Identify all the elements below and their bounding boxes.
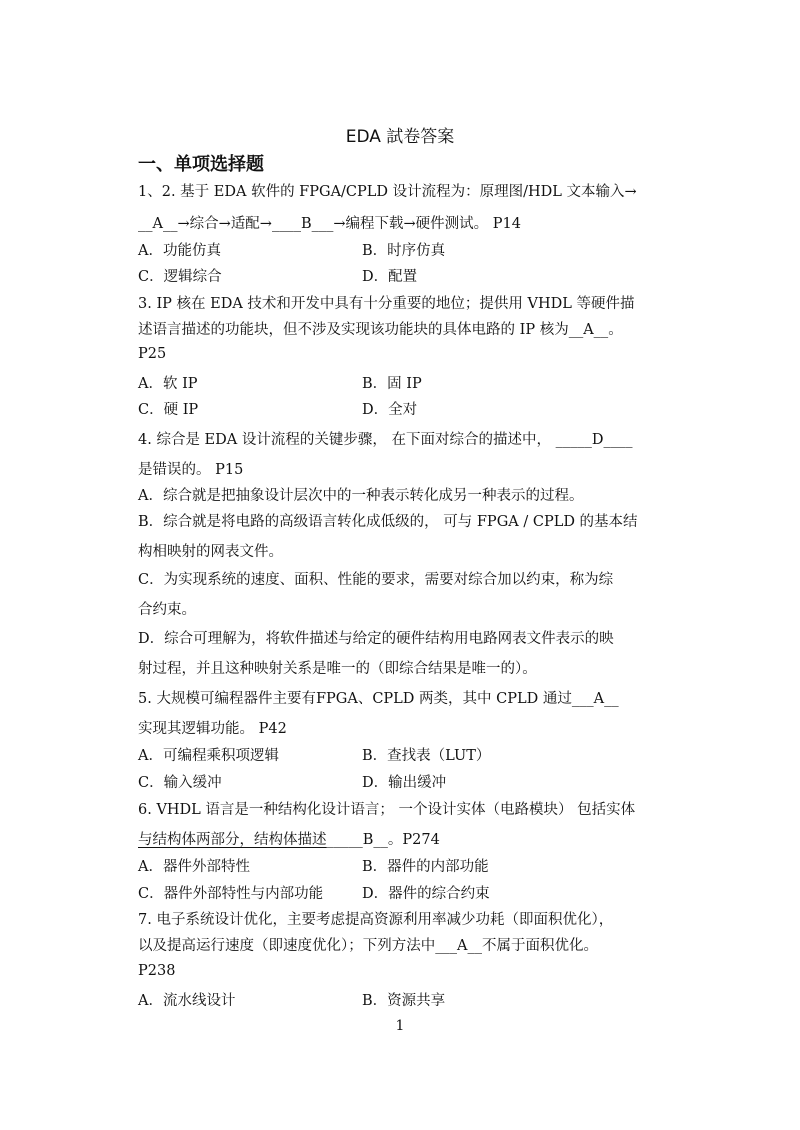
option-b: B．器件的内部功能 — [362, 859, 489, 875]
question-5-line-2: 实现其逻辑功能。 P42 — [138, 721, 287, 737]
question-4-line-1 — [138, 428, 632, 449]
answer-blank: __A__ — [568, 322, 609, 338]
option-c: C．输入缓冲 — [138, 775, 222, 791]
option-d: D．输出缓冲 — [362, 775, 447, 791]
option-d: D．配置 — [362, 269, 418, 285]
option-a: A．可编程乘积项逻辑 — [138, 748, 279, 764]
option-d: D．全对 — [362, 402, 418, 418]
question-6-line-2 — [138, 828, 440, 849]
text: 不属于面积优化。 — [481, 938, 598, 954]
text: 。P274 — [387, 832, 440, 848]
answer-blank: ___A__ — [435, 938, 482, 954]
option-c: C．硬 IP — [138, 402, 199, 418]
question-5-line-1 — [138, 687, 619, 708]
option-b-line-1: B．综合就是将电路的高级语言转化成低级的， 可与 FPGA / CPLD 的基本结 — [138, 514, 638, 530]
text: 与结构体两部分，结构体描述 — [138, 832, 327, 848]
answer-blank: _____B__ — [326, 832, 388, 848]
page-number: 1 — [395, 1018, 405, 1034]
option-b: B．查找表（LUT） — [362, 748, 491, 764]
text: 5. 大规模可编程器件主要有FPGA、CPLD 两类，其中 CPLD 通过 — [138, 691, 572, 707]
question-4-line-2: 是错误的。 P15 — [138, 462, 244, 478]
text: 。 — [608, 322, 623, 338]
question-1-line-2 — [138, 212, 521, 233]
question-1-line-1: 1、2. 基于 EDA 软件的 FPGA/CPLD 设计流程为：原理图/HDL 文本输入→ — [138, 184, 637, 200]
option-a: A．软 IP — [138, 376, 198, 392]
question-3-page-ref: P25 — [138, 346, 167, 362]
option-d: D．器件的综合约束 — [362, 886, 490, 902]
text: 述语言描述的功能块，但不涉及实现该功能块的具体电路的 IP 核为 — [138, 322, 569, 338]
option-a: A．功能仿真 — [138, 243, 221, 259]
answer-blank: ____B___ — [271, 216, 334, 232]
question-7-line-2 — [138, 934, 598, 955]
section-heading: 一、单项选择题 — [138, 154, 264, 175]
text: →综合→适配→ — [177, 216, 272, 232]
option-d-line-2: 射过程，并且这种映射关系是唯一的（即综合结果是唯一的）。 — [138, 661, 537, 677]
document-title: EDA 試卷答案 — [345, 127, 455, 147]
option-c-line-1: C．为实现系统的速度、面积、性能的要求，需要对综合加以约束，称为综 — [138, 572, 614, 588]
option-d-line-1: D．综合可理解为，将软件描述与给定的硬件结构用电路网表文件表示的映 — [138, 631, 614, 647]
option-c: C．器件外部特性与内部功能 — [138, 886, 324, 902]
text: 以及提高运行速度（即速度优化）；下列方法中 — [138, 938, 436, 954]
question-7-line-1: 7. 电子系统设计优化，主要考虑提高资源利用率减少功耗（即面积优化）， — [138, 912, 614, 928]
answer-blank: _____D____ — [555, 432, 633, 448]
option-b: B．固 IP — [362, 376, 422, 392]
text: →编程下载→硬件测试。 P14 — [333, 216, 521, 232]
question-7-page-ref: P238 — [138, 963, 176, 979]
answer-blank: __A__ — [138, 216, 178, 232]
option-b: B．时序仿真 — [362, 243, 446, 259]
question-3-line-2 — [138, 318, 623, 339]
option-a: A．综合就是把抽象设计层次中的一种表示转化成另一种表示的过程。 — [138, 488, 584, 504]
text: 4. 综合是 EDA 设计流程的关键步骤， 在下面对综合的描述中， — [138, 432, 551, 448]
option-c: C．逻辑综合 — [138, 269, 222, 285]
option-b: B．资源共享 — [362, 993, 446, 1009]
option-a: A．器件外部特性 — [138, 859, 250, 875]
answer-blank: ___A__ — [571, 691, 619, 707]
option-a: A．流水线设计 — [138, 993, 236, 1009]
option-b-line-2: 构相映射的网表文件。 — [138, 544, 283, 560]
question-3-line-1: 3. IP 核在 EDA 技术和开发中具有十分重要的地位；提供用 VHDL 等硬件描 — [138, 296, 635, 312]
question-6-line-1: 6. VHDL 语言是一种结构化设计语言； 一个设计实体（电路模块） 包括实体 — [138, 802, 636, 818]
option-c-line-2: 合约束。 — [138, 602, 196, 618]
